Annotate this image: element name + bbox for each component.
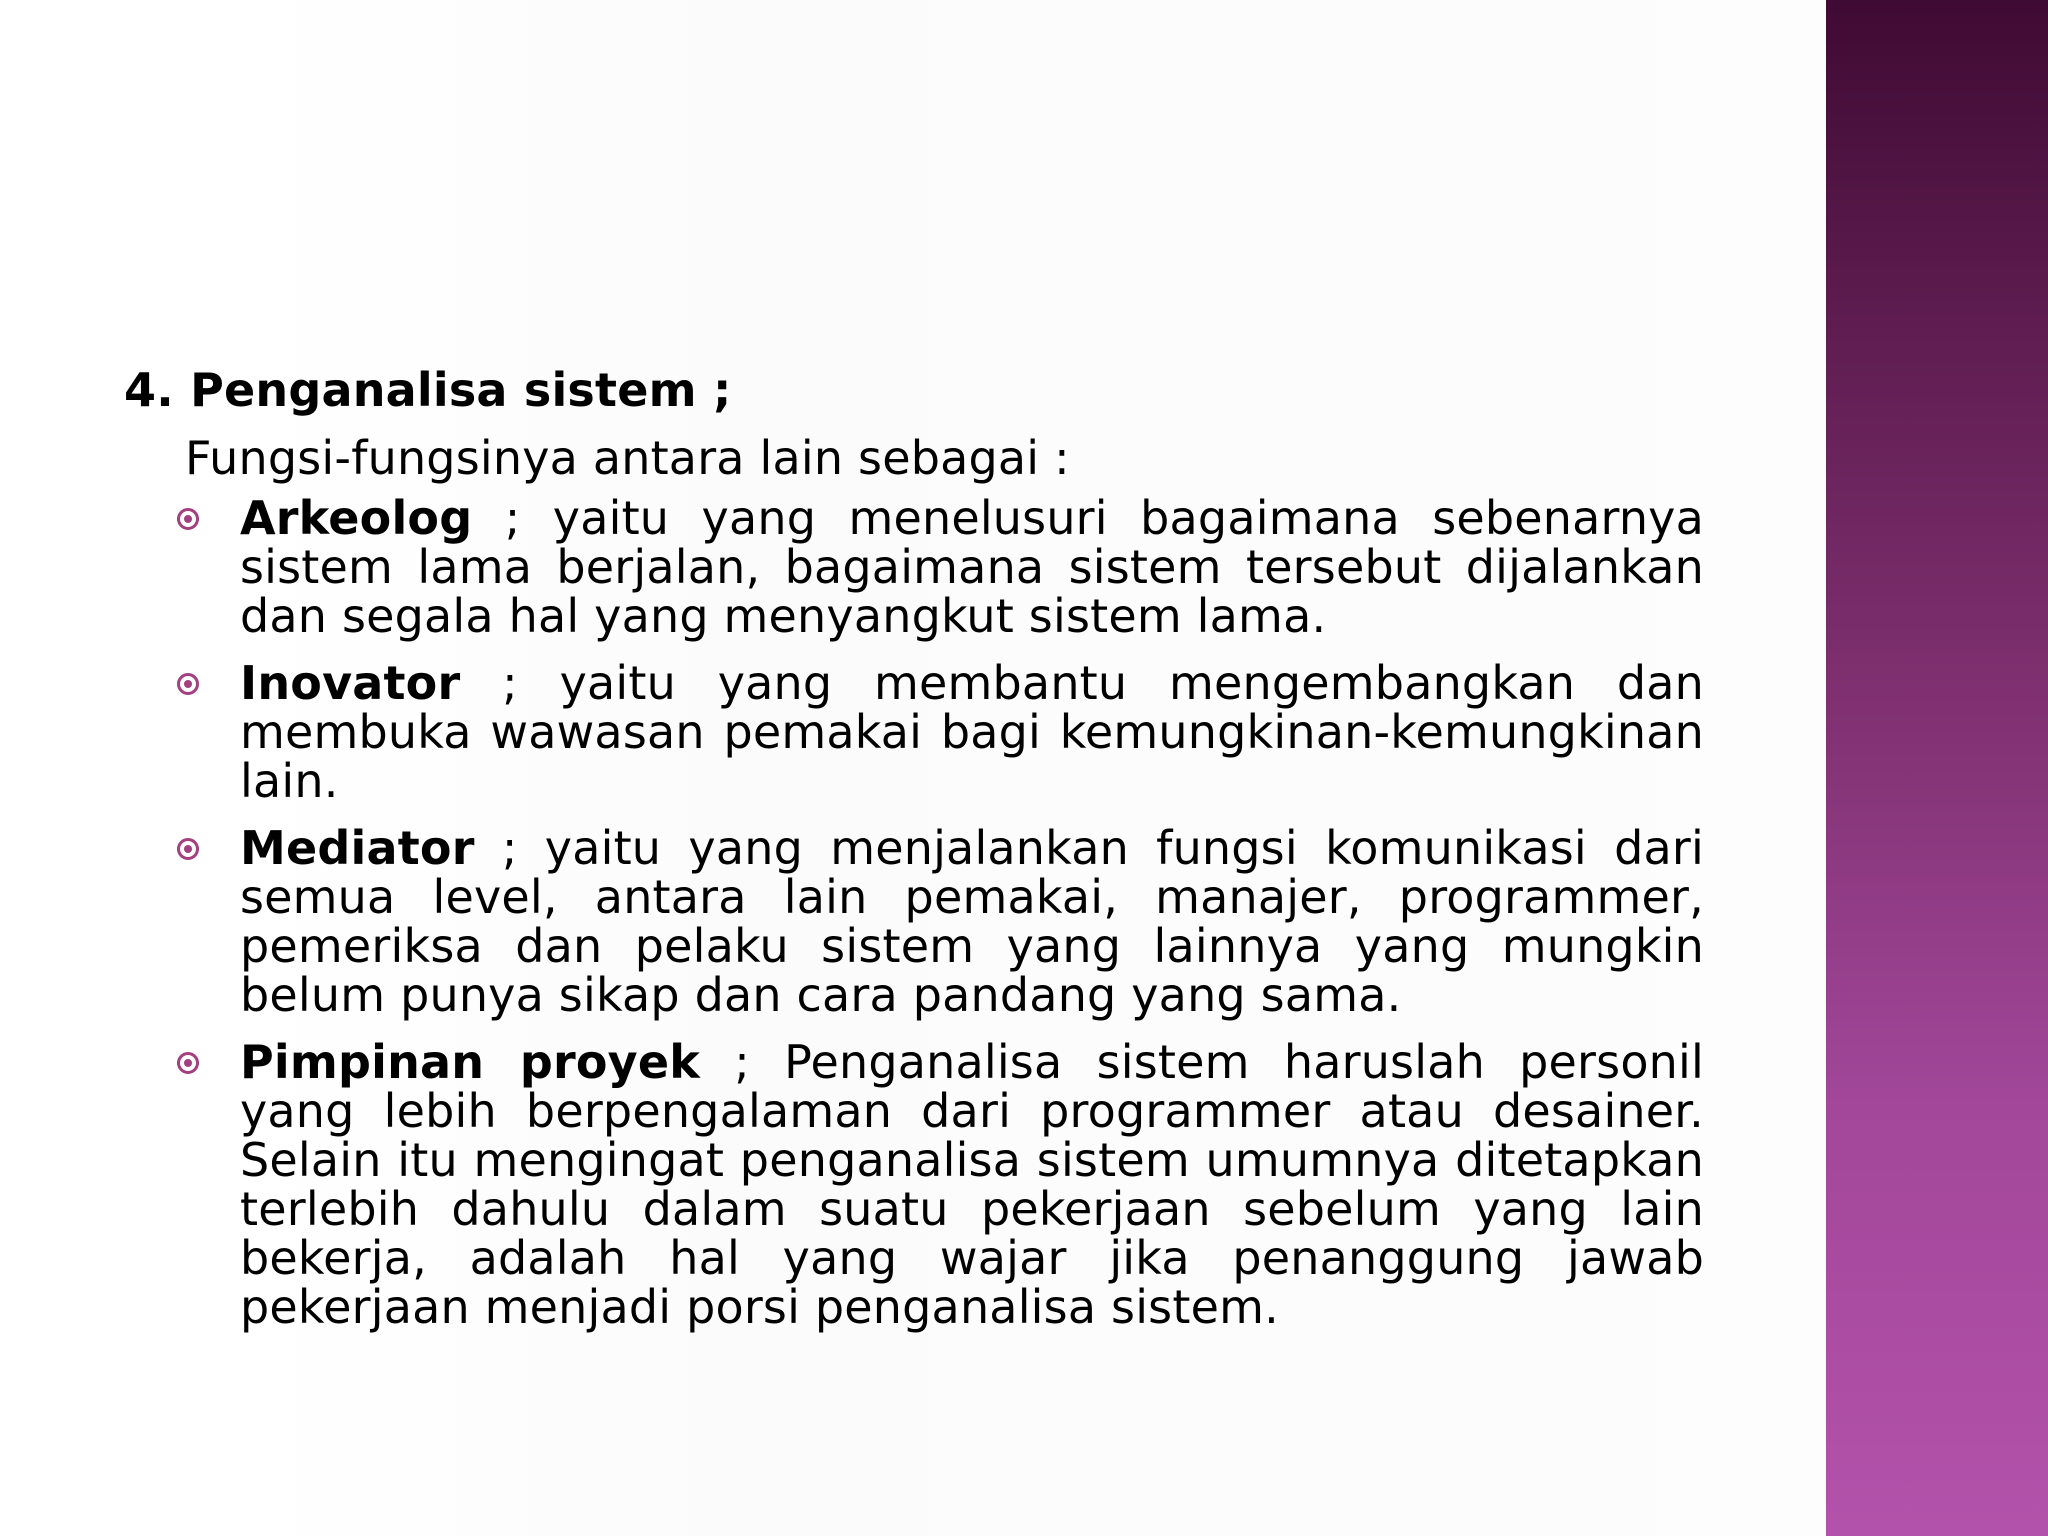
bullet-item-arkeolog	[124, 491, 1704, 643]
bullet-term: Inovator	[240, 656, 461, 710]
slide-subheading: Fungsi-fungsinya antara lain sebagai :	[185, 431, 1070, 485]
decorative-side-band	[1826, 0, 2048, 1536]
bullet-term: Mediator	[240, 821, 475, 875]
radio-bullet-icon	[177, 508, 199, 530]
bullet-term: Pimpinan proyek	[240, 1035, 701, 1089]
bullet-text: ; yaitu yang menjalankan fungsi komunikasi dari semua level, antara lain pemakai, manajer, programmer, pemeriksa dan pelaku sistem yang lainnya yang mungkin belum punya sikap dan cara pandang yang sama.	[240, 821, 1704, 1022]
bullet-item-pimpinan-proyek	[124, 1035, 1704, 1334]
bullet-text: ; yaitu yang membantu mengembangkan dan membuka wawasan pemakai bagi kemungkinan-kemungkinan lain.	[240, 656, 1704, 808]
radio-bullet-icon	[177, 838, 199, 860]
bullet-item-mediator	[124, 821, 1704, 1022]
bullet-text: ; Penganalisa sistem haruslah personil yang lebih berpengalaman dari programmer atau desainer. Selain itu mengingat penganalisa sistem umumnya ditetapkan terlebih dahulu dalam suatu pekerjaan sebelum yang lain bekerja, adalah hal yang wajar jika penanggung jawab pekerjaan menjadi porsi penganalisa sistem.	[240, 1035, 1704, 1334]
bullet-text: ; yaitu yang menelusuri bagaimana sebenarnya sistem lama berjalan, bagaimana sistem tersebut dijalankan dan segala hal yang menyangkut sistem lama.	[240, 491, 1704, 643]
bullet-item-inovator	[124, 656, 1704, 808]
bullet-list	[124, 491, 1704, 1334]
slide-heading: 4. Penganalisa sistem ;	[124, 363, 732, 417]
bullet-term: Arkeolog	[240, 491, 473, 545]
slide-content	[124, 360, 1704, 1350]
radio-bullet-icon	[177, 673, 199, 695]
radio-bullet-icon	[177, 1052, 199, 1074]
